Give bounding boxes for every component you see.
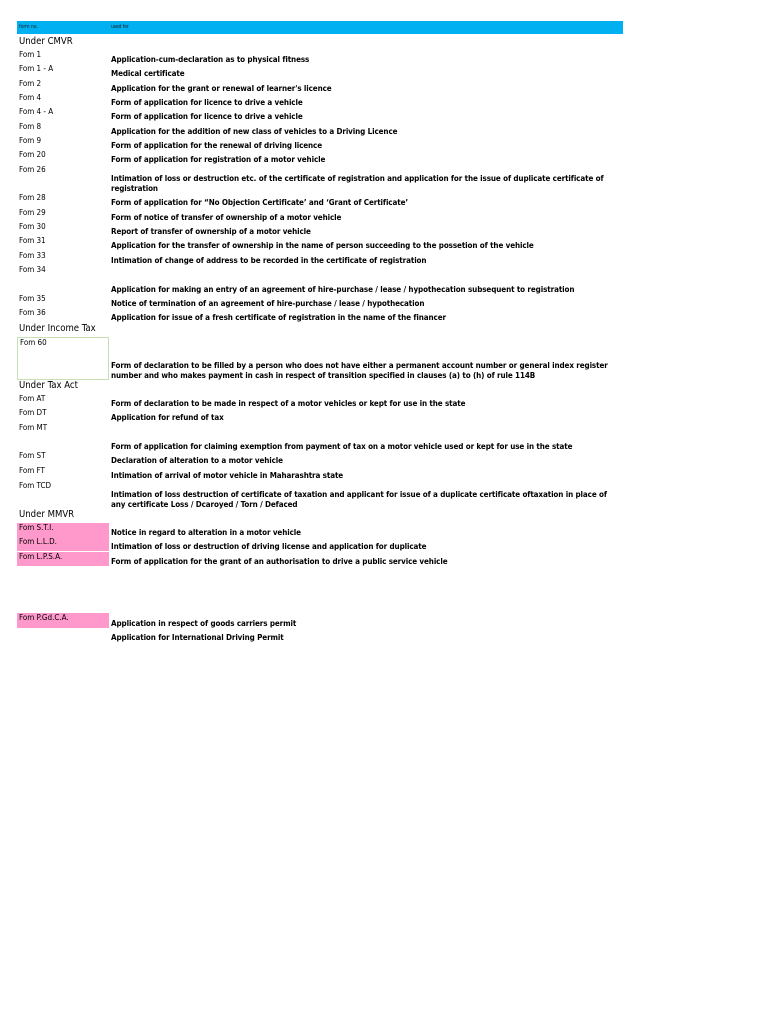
form-description: Report of transfer of ownership of a motor vehicle [111,226,311,236]
table-row [17,193,623,207]
table-row [17,408,623,422]
table-row [17,251,623,265]
table-row [17,308,623,322]
table-row [17,552,623,566]
section-title: Under MMVR [19,509,75,520]
form-description: Application for refund of tax [111,412,224,422]
section-heading [17,36,623,49]
form-number: Fom 4 - A [19,107,54,116]
form-number: Fom 4 [19,93,42,102]
section-heading [17,380,623,394]
table-row [17,523,623,537]
form-description: Form of declaration to be filled by a person who does not have either a permanent account number or general index register number and who makes payment in cash in respect of transition specified in clauses (a) to (h) of rule 114B [111,361,608,380]
table-row [17,50,623,64]
header-form-no: form no. [19,24,38,30]
form-description: Form of notice of transfer of ownership of a motor vehicle [111,212,342,222]
form-description: Application for the grant or renewal of learner's licence [111,83,332,93]
table-row [17,351,623,380]
form-number: Fom TCD [19,481,52,490]
table-row [17,122,623,136]
form-description: Application for making an entry of an agreement of hire-purchase / lease / hypothecation subsequent to registration [111,284,575,294]
form-description: Application for the transfer of ownership in the name of person succeeding to the possetion of the vehicle [111,240,534,250]
form-description: Intimation of change of address to be recorded in the certificate of registration [111,255,427,265]
form-description: Form of application for the renewal of driving licence [111,140,322,150]
table-header [17,21,623,34]
form-description: Intimation of arrival of motor vehicle in Maharashtra state [111,470,344,480]
form-number: Fom 26 [19,165,46,174]
form-description: Application for International Driving Permit [111,632,284,642]
table-row [17,466,623,480]
form-description: Application in respect of goods carriers permit [111,618,297,628]
table-row [17,481,623,509]
form-number: Fom 33 [19,251,46,260]
form-description: Declaration of alteration to a motor vehicle [111,455,283,465]
form-number: Fom 2 [19,79,42,88]
form-number: Fom 31 [19,236,46,245]
table-row [17,107,623,121]
form-description: Form of application for “No Objection Certificate’ and ‘Grant of Certificate’ [111,197,408,207]
section-title: Under Income Tax [19,323,96,334]
form-number: Fom DT [19,408,47,417]
section-title: Under Tax Act [19,380,78,391]
table-row [17,613,623,628]
form-number: Fom 20 [19,150,46,159]
form-description: Application for issue of a fresh certificate of registration in the name of the financer [111,312,446,322]
form-number: Fom ST [19,451,46,460]
form-number: Fom MT [19,423,48,432]
table-row [17,265,623,294]
table-row [17,93,623,107]
form-description: Notice of termination of an agreement of hire-purchase / lease / hypothecation [111,298,425,308]
form-number: Fom 30 [19,222,46,231]
form-number: Fom 1 [19,50,42,59]
table-row [17,423,623,451]
form-number: Fom 29 [19,208,46,217]
form-description: Intimation of loss destruction of certificate of taxation and applicant for issue of a duplicate certificate oftaxation in place of any certificate Loss / Dcaroyed / Torn / Defaced [111,490,607,509]
form-number: Fom 28 [19,193,46,202]
form-description: Form of declaration to be made in respect of a motor vehicles or kept for use in the state [111,398,466,408]
form-description: Form of application for registration of a motor vehicle [111,154,326,164]
form-number: Fom FT [19,466,45,475]
form-description: Medical certificate [111,68,185,78]
form-number: Fom AT [19,394,46,403]
form-number: Fom 60 [17,337,109,351]
table-row [17,136,623,150]
section-heading [17,509,623,523]
section-heading [17,323,623,337]
form-number: Fom L.P.S.A. [17,552,109,566]
table-row [17,294,623,308]
form-number: Fom 8 [19,122,42,131]
table-row [17,208,623,222]
form-number: Fom 35 [19,294,46,303]
form-number [17,628,109,642]
table-row [17,64,623,78]
table-row [17,451,623,465]
form-description: Form of application for the grant of an authorisation to drive a public service vehicle [111,556,448,566]
form-description: Notice in regard to alteration in a motor vehicle [111,527,301,537]
form-number: Fom 1 - A [19,64,54,73]
table-row [17,537,623,551]
form-number: Fom P.Gd.C.A. [17,613,109,628]
form-description: Intimation of loss or destruction of driving license and application for duplicate [111,541,427,551]
form-number: Fom 9 [19,136,42,145]
form-number: Fom 36 [19,308,46,317]
form-description: Intimation of loss or destruction etc. of the certificate of registration and application for the issue of duplicate certificate of registration [111,174,604,193]
table-row [17,236,623,250]
table-row [17,79,623,93]
form-description: Application for the addition of new class of vehicles to a Driving Licence [111,126,398,136]
form-description: Form of application for claiming exemption from payment of tax on a motor vehicle used or kept for use in the state [111,441,573,451]
table-row [17,222,623,236]
form-number-blank [17,351,109,380]
form-description: Form of application for licence to drive a vehicle [111,97,303,107]
section-title: Under CMVR [19,36,73,47]
form-description: Application-cum-declaration as to physical fitness [111,54,310,64]
form-description: Form of application for licence to drive a vehicle [111,111,303,121]
table-row [17,394,623,408]
form-number: Fom L.L.D. [17,537,109,551]
table-row [17,628,623,642]
table-row [17,165,623,193]
header-used-for: used for [111,24,129,30]
table-row [17,150,623,164]
form-number: Fom 34 [19,265,46,274]
form-number: Fom S.T.I. [17,523,109,537]
